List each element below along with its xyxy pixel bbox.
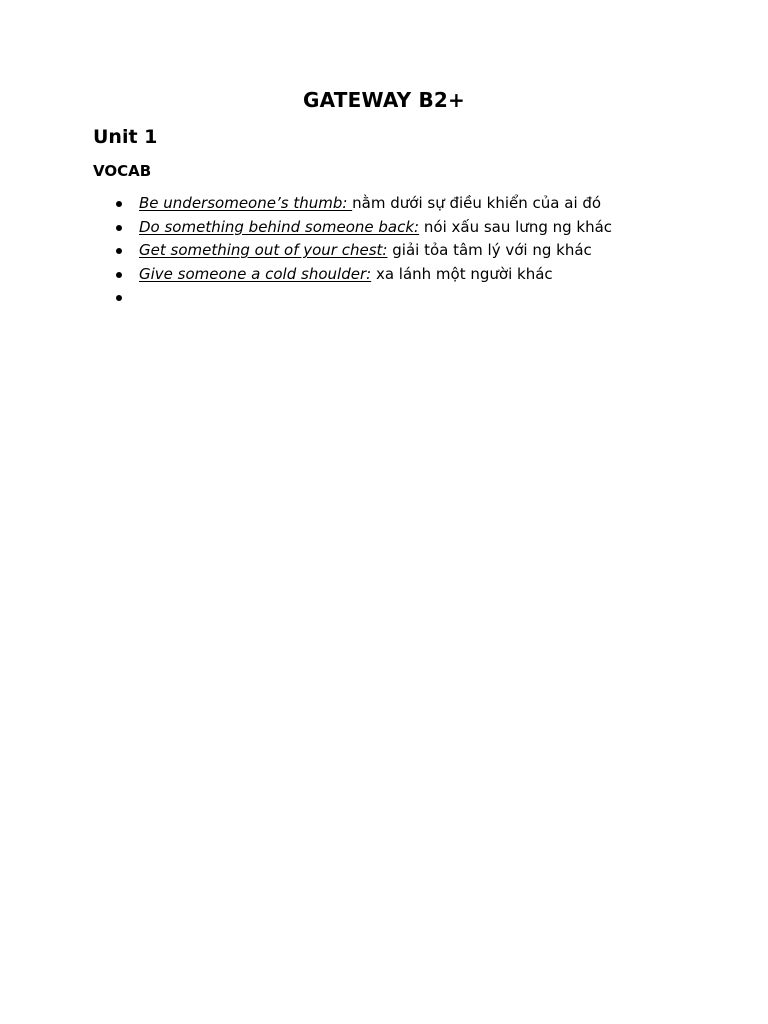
vocab-term: Be undersomeone’s thumb: [139,194,353,212]
vocab-item-1 [112,192,732,216]
bullet-icon [116,201,122,207]
vocab-item-3 [112,239,732,263]
section-heading: VOCAB [93,162,152,180]
vocab-meaning: nói xấu sau lưng ng khác [419,217,613,236]
vocab-meaning: giải tỏa tâm lý với ng khác [387,241,592,259]
bullet-icon [116,272,122,278]
document-title: GATEWAY B2+ [303,88,465,112]
vocab-meaning: xa lánh một người khác [371,264,553,283]
vocab-term: Get something out of your chest: [139,241,388,259]
vocab-term: Do something behind someone back: [139,217,420,236]
unit-heading: Unit 1 [93,126,158,148]
vocab-item-2 [112,216,732,240]
vocab-term: Give someone a cold shoulder: [139,264,372,283]
bullet-icon [116,248,122,254]
bullet-icon [116,295,122,301]
vocab-item-4 [112,263,732,287]
bullet-icon [116,225,122,231]
vocab-list [112,192,732,310]
vocab-meaning: nằm dưới sự điều khiển của ai đó [352,194,602,212]
vocab-item-empty [112,286,732,310]
